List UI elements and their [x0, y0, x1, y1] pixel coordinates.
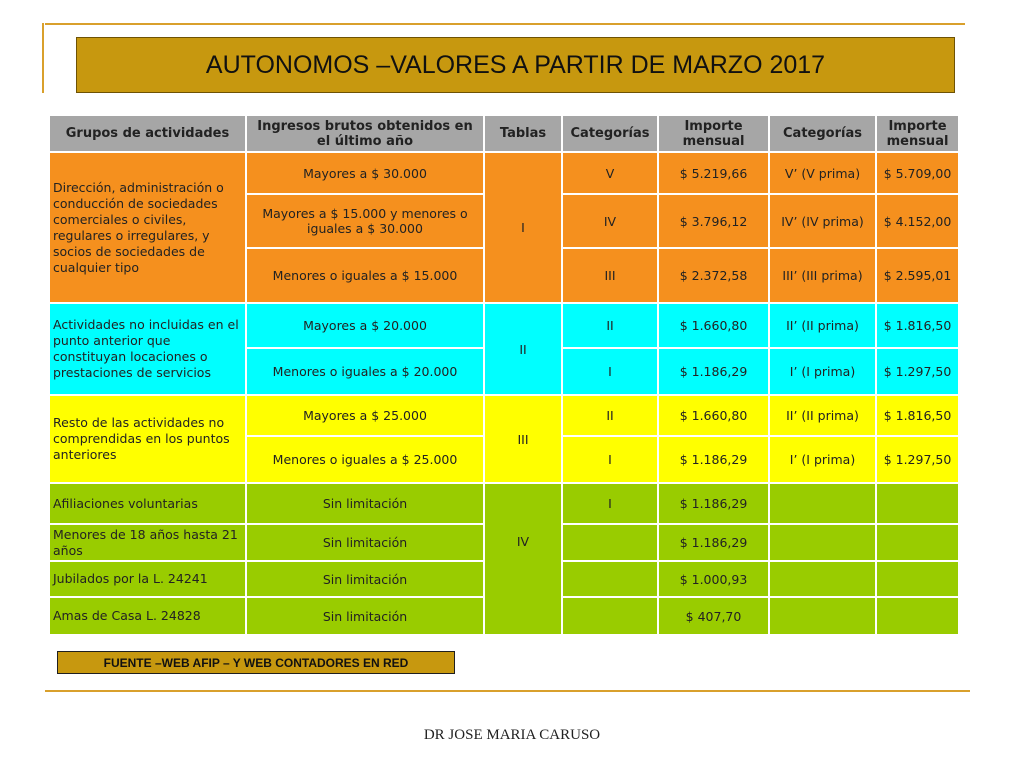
income-cell: Mayores a $ 15.000 y menores o iguales a $ 30.000 [246, 194, 484, 248]
table-header-row [49, 115, 959, 152]
category-prima-cell: II’ (II prima) [769, 303, 876, 348]
slide-title-box [76, 37, 955, 93]
income-cell: Menores o iguales a $ 25.000 [246, 436, 484, 483]
table-4-cell: IV [484, 483, 562, 635]
amount-prima-cell: $ 2.595,01 [876, 248, 959, 303]
source-label: FUENTE –WEB AFIP – Y WEB CONTADORES EN RED [103, 655, 409, 670]
category-cell: I [562, 483, 658, 524]
category-cell: III [562, 248, 658, 303]
category-cell [562, 561, 658, 597]
amount-prima-cell: $ 1.297,50 [876, 436, 959, 483]
category-prima-cell: V’ (V prima) [769, 152, 876, 194]
group-2-label: Actividades no incluidas en el punto anterior que constituyan locaciones o prestaciones de servicios [49, 303, 246, 395]
category-cell [562, 597, 658, 635]
slide-title: AUTONOMOS –VALORES A PARTIR DE MARZO 2017 [205, 50, 826, 79]
table-row [49, 303, 959, 348]
header-categories-2: Categorías [769, 115, 876, 152]
table-row [49, 152, 959, 194]
amount-prima-cell: $ 1.816,50 [876, 395, 959, 436]
category-cell: II [562, 303, 658, 348]
amount-prima-cell: $ 4.152,00 [876, 194, 959, 248]
left-accent-line [42, 23, 44, 93]
group-label: Menores de 18 años hasta 21 años [49, 524, 246, 561]
amount-cell: $ 5.219,66 [658, 152, 769, 194]
header-groups: Grupos de actividades [49, 115, 246, 152]
amount-cell: $ 1.660,80 [658, 303, 769, 348]
group-label: Jubilados por la L. 24241 [49, 561, 246, 597]
amount-prima-cell [876, 597, 959, 635]
footer-author: DR JOSE MARIA CARUSO [423, 727, 601, 743]
category-cell: I [562, 436, 658, 483]
amount-prima-cell: $ 5.709,00 [876, 152, 959, 194]
category-prima-cell [769, 561, 876, 597]
table-3-cell: III [484, 395, 562, 483]
category-prima-cell: II’ (II prima) [769, 395, 876, 436]
category-cell: V [562, 152, 658, 194]
autonomos-table [48, 114, 960, 636]
header-categories: Categorías [562, 115, 658, 152]
amount-prima-cell [876, 483, 959, 524]
category-cell [562, 524, 658, 561]
amount-prima-cell: $ 1.297,50 [876, 348, 959, 395]
amount-cell: $ 1.186,29 [658, 524, 769, 561]
table-row [49, 483, 959, 524]
table-row [49, 395, 959, 436]
header-amount-2: Importe mensual [876, 115, 959, 152]
amount-cell: $ 3.796,12 [658, 194, 769, 248]
category-prima-cell: III’ (III prima) [769, 248, 876, 303]
category-cell: I [562, 348, 658, 395]
group-label: Amas de Casa L. 24828 [49, 597, 246, 635]
income-cell: Sin limitación [246, 524, 484, 561]
income-cell: Mayores a $ 30.000 [246, 152, 484, 194]
income-cell: Mayores a $ 25.000 [246, 395, 484, 436]
header-amount: Importe mensual [658, 115, 769, 152]
amount-cell: $ 407,70 [658, 597, 769, 635]
header-income: Ingresos brutos obtenidos en el último año [246, 115, 484, 152]
amount-cell: $ 1.186,29 [658, 436, 769, 483]
income-cell: Menores o iguales a $ 15.000 [246, 248, 484, 303]
category-cell: II [562, 395, 658, 436]
category-prima-cell: IV’ (IV prima) [769, 194, 876, 248]
income-cell: Mayores a $ 20.000 [246, 303, 484, 348]
category-prima-cell [769, 524, 876, 561]
table-1-cell: I [484, 152, 562, 303]
amount-cell: $ 1.186,29 [658, 348, 769, 395]
amount-cell: $ 1.660,80 [658, 395, 769, 436]
category-prima-cell [769, 597, 876, 635]
group-1-label: Dirección, administración o conducción de sociedades comerciales o civiles, regulares o irregulares, y socios de sociedades de cualquier tipo [49, 152, 246, 303]
amount-cell: $ 1.186,29 [658, 483, 769, 524]
bottom-accent-line [45, 690, 970, 692]
income-cell: Sin limitación [246, 597, 484, 635]
income-cell: Sin limitación [246, 561, 484, 597]
header-tables: Tablas [484, 115, 562, 152]
source-box [57, 651, 455, 674]
category-prima-cell: I’ (I prima) [769, 348, 876, 395]
category-prima-cell [769, 483, 876, 524]
category-cell: IV [562, 194, 658, 248]
amount-cell: $ 2.372,58 [658, 248, 769, 303]
group-label: Afiliaciones voluntarias [49, 483, 246, 524]
top-accent-line [45, 23, 965, 25]
amount-prima-cell: $ 1.816,50 [876, 303, 959, 348]
table-2-cell: II [484, 303, 562, 395]
group-3-label: Resto de las actividades no comprendidas en los puntos anteriores [49, 395, 246, 483]
income-cell: Menores o iguales a $ 20.000 [246, 348, 484, 395]
amount-prima-cell [876, 524, 959, 561]
amount-cell: $ 1.000,93 [658, 561, 769, 597]
amount-prima-cell [876, 561, 959, 597]
income-cell: Sin limitación [246, 483, 484, 524]
category-prima-cell: I’ (I prima) [769, 436, 876, 483]
